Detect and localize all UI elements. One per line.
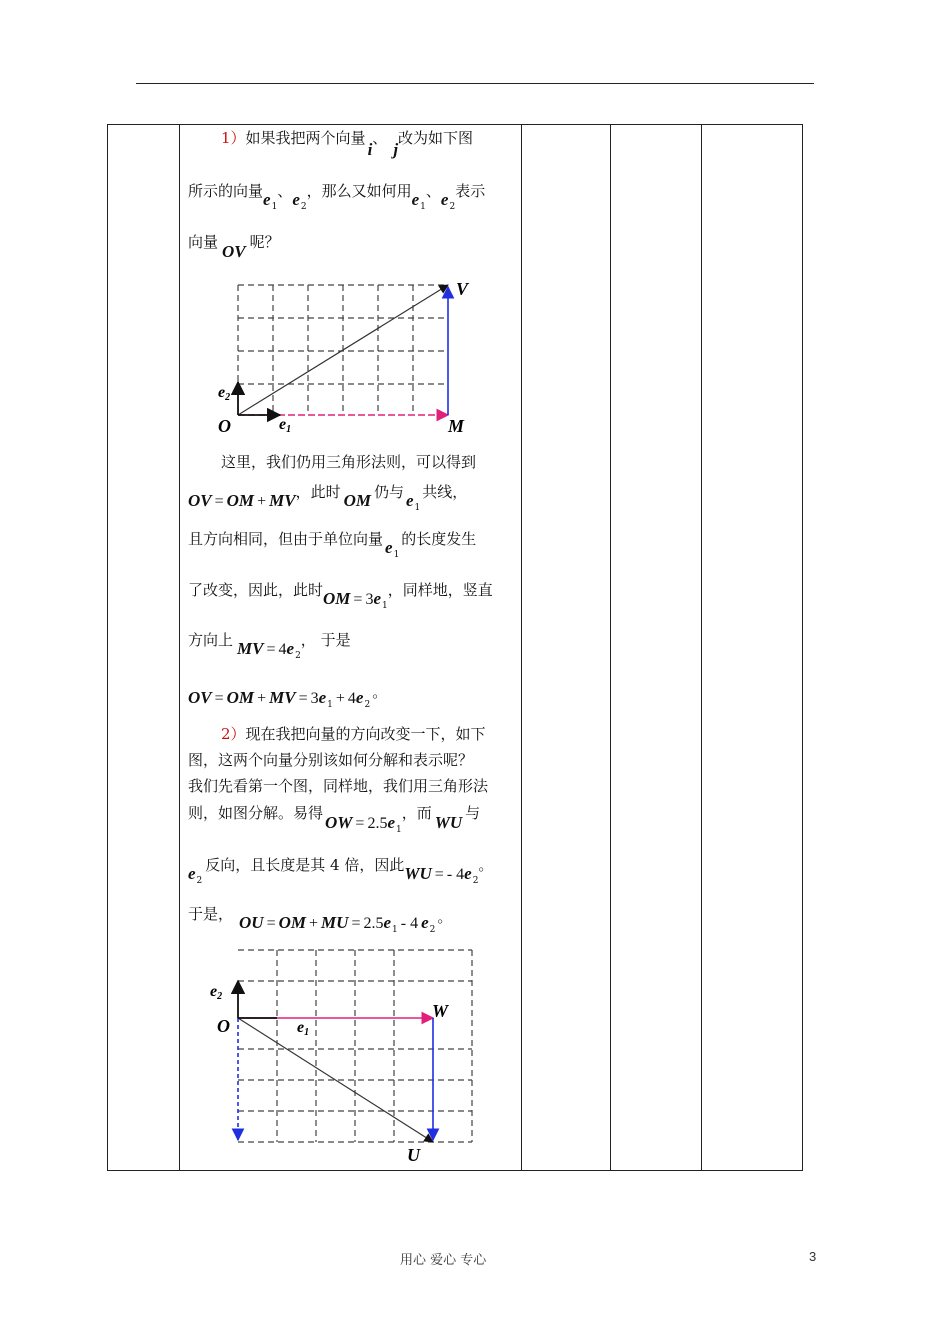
label-e2: e2 [210,983,223,1002]
footer-slogan: 用心 爱心 专心 [400,1253,487,1268]
section2-line5: $e_2$反向，且长度是其 4 倍，因此WU = - $4e_2$。 [188,856,494,886]
label-O: O [217,1016,230,1036]
label-M: M [448,416,465,436]
section1-line1: 1）如果我把两个向量i、j改为如下图 [221,129,474,159]
para1-line2: OV = OM + MV，此时 OM 仍与 $e_1$共线， [188,483,468,513]
figure2-grid [238,950,472,1142]
header-rule [136,83,814,84]
section2-number: 2） [221,725,246,743]
para1-equation: OV = OM + MV = $3e_1 + 4e_2$。 [188,683,388,710]
label-e1: e1 [279,416,292,435]
para1-line1: 这里，我们仍用三角形法则，可以得到 [221,453,477,471]
table-column-divider [610,124,611,1171]
page-number: 3 [809,1249,817,1264]
para1-line4: 了改变，因此，此时OM = $3e_1$，同样地，竖直 [188,581,493,611]
label-e2: e2 [218,384,231,403]
para1-line5: 方向上 MV = $4e_2$， 于是 [188,631,351,661]
section1-line3: 向量 OV 呢？ [188,233,280,261]
section2-line2: 图，这两个向量分别该如何分解和表示呢？ [188,751,474,769]
section1-number: 1） [221,129,246,147]
section1-line2: 所示的向量$e_1$、$e_2$，那么又如何用$e_1$、$e_2$表示 [188,182,486,212]
table-column-divider [521,124,522,1171]
section2-line6: 于是， OU = OM + MU = $2.5e_1 - 4$ $e_2$。 [188,905,453,935]
label-U: U [407,1145,420,1165]
table-column-divider [179,124,180,1171]
vector-i: i [367,140,373,159]
figure1-vector-diagram [210,275,480,440]
label-O: O [218,416,231,436]
label-W: W [432,1001,449,1021]
label-e1: e1 [297,1019,310,1038]
figure2-vector-diagram [205,945,490,1167]
table-column-divider [701,124,702,1171]
vector-j: j [393,140,399,159]
label-V: V [456,279,469,299]
section2-line4: 则，如图分解。易得 OW = $2.5e_1$，而 WU 与 [188,804,481,835]
section2-line1: 2）现在我把向量的方向改变一下，如下 [221,725,486,743]
section2-line3: 我们先看第一个图，同样地，我们用三角形法 [188,777,489,795]
para1-line3: 且方向相同，但由于单位向量 $e_1$的长度发生 [188,530,477,560]
